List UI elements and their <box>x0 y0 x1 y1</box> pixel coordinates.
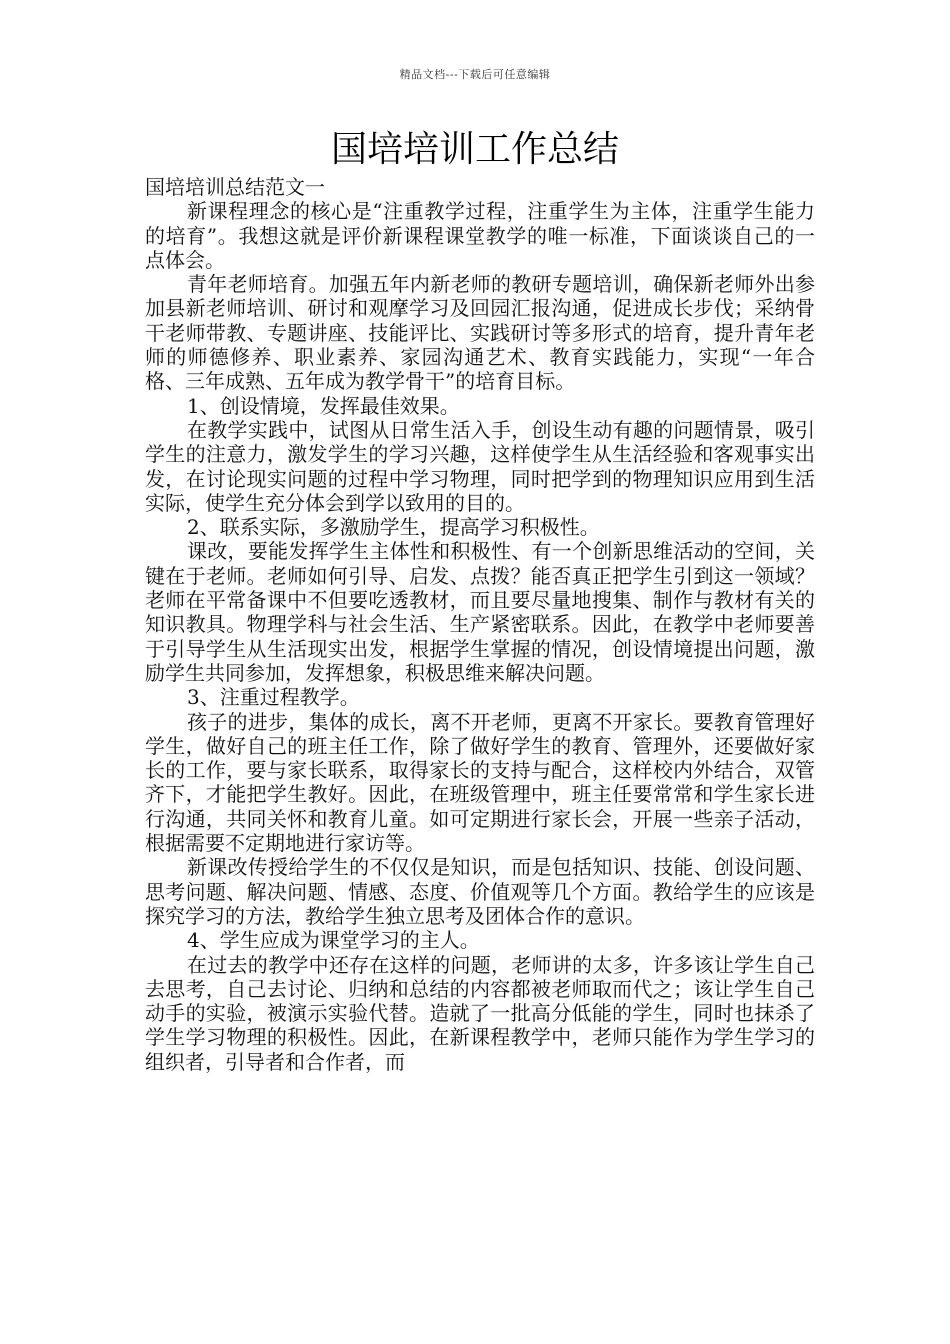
numbered-heading: 3、注重过程教学。 <box>187 685 360 710</box>
paragraph: 课改，要能发挥学生主体性和积极性、有一个创新思维活动的空间，关键在于老师。老师如何引导、启发、点拨？能否真正把学生引到这一领域？老师在平常备课中不但要吃透教材，而且要尽量地搜集、制作与教材有关的知识教具。物理学科与社会生活、生产紧密联系。因此，在教学中老师要善于引导学生从生活现实出发，根据学生掌握的情况，创设情境提出问题，激励学生共同参加，发挥想象，积极思维来解决问题。 <box>145 539 815 685</box>
paragraph: 在教学实践中，试图从日常生活入手，创设生动有趣的问题情景，吸引学生的注意力，激发学生的学习兴趣，这样使学生从生活经验和客观事实出发，在讨论现实问题的过程中学习物理，同时把学到的物理知识应用到生活实际，使学生充分体会到学以致用的目的。 <box>145 417 815 515</box>
paragraph: 青年老师培育。加强五年内新老师的教研专题培训，确保新老师外出参加县新老师培训、研讨和观摩学习及回园汇报沟通，促进成长步伐；采纳骨干老师带教、专题讲座、技能评比、实践研讨等多形式的培育，提升青年老师的师德修养、职业素养、家园沟通艺术、教育实践能力，实现“一年合格、三年成熟、五年成为教学骨干”的培育目标。 <box>145 272 815 394</box>
document-body <box>145 175 815 1074</box>
paragraph: 新课改传授给学生的不仅仅是知识，而是包括知识、技能、创设问题、思考问题、解决问题、情感、态度、价值观等几个方面。教给学生的应该是探究学习的方法，教给学生独立思考及团体合作的意识。 <box>145 855 815 928</box>
numbered-heading: 1、创设情境，发挥最佳效果。 <box>187 393 460 418</box>
paragraph: 孩子的进步，集体的成长，离不开老师，更离不开家长。要教育管理好学生，做好自己的班主任工作，除了做好学生的教育、管理外，还要做好家长的工作，要与家长联系，取得家长的支持与配合，这样校内外结合，双管齐下，才能把学生教好。因此，在班级管理中，班主任要常常和学生家长进行沟通，共同关怀和教育儿童。如可定期进行家长会，开展一些亲子活动，根据需要不定期地进行家访等。 <box>145 709 815 856</box>
numbered-heading: 4、学生应成为课堂学习的主人。 <box>187 928 480 953</box>
header-note: 精品文档---下载后可任意编辑 <box>399 68 551 81</box>
numbered-heading: 2、联系实际，多激励学生，提高学习积极性。 <box>187 515 600 540</box>
document-title: 国培培训工作总结 <box>330 129 619 170</box>
paragraph: 在过去的教学中还存在这样的问题，老师讲的太多，许多该让学生自己去思考，自己去讨论、归纳和总结的内容都被老师取而代之；该让学生自己动手的实验，被演示实验代替。造就了一批高分低能的学生，同时也抹杀了学生学习物理的积极性。因此，在新课程教学中，老师只能作为学生学习的组织者，引导者和合作者，而 <box>145 952 815 1074</box>
paragraph: 新课程理念的核心是“注重教学过程，注重学生为主体，注重学生能力的培育”。我想这就是评价新课程课堂教学的唯一标准，下面谈谈自己的一点体会。 <box>145 199 815 272</box>
section-heading: 国培培训总结范文一 <box>145 175 325 199</box>
